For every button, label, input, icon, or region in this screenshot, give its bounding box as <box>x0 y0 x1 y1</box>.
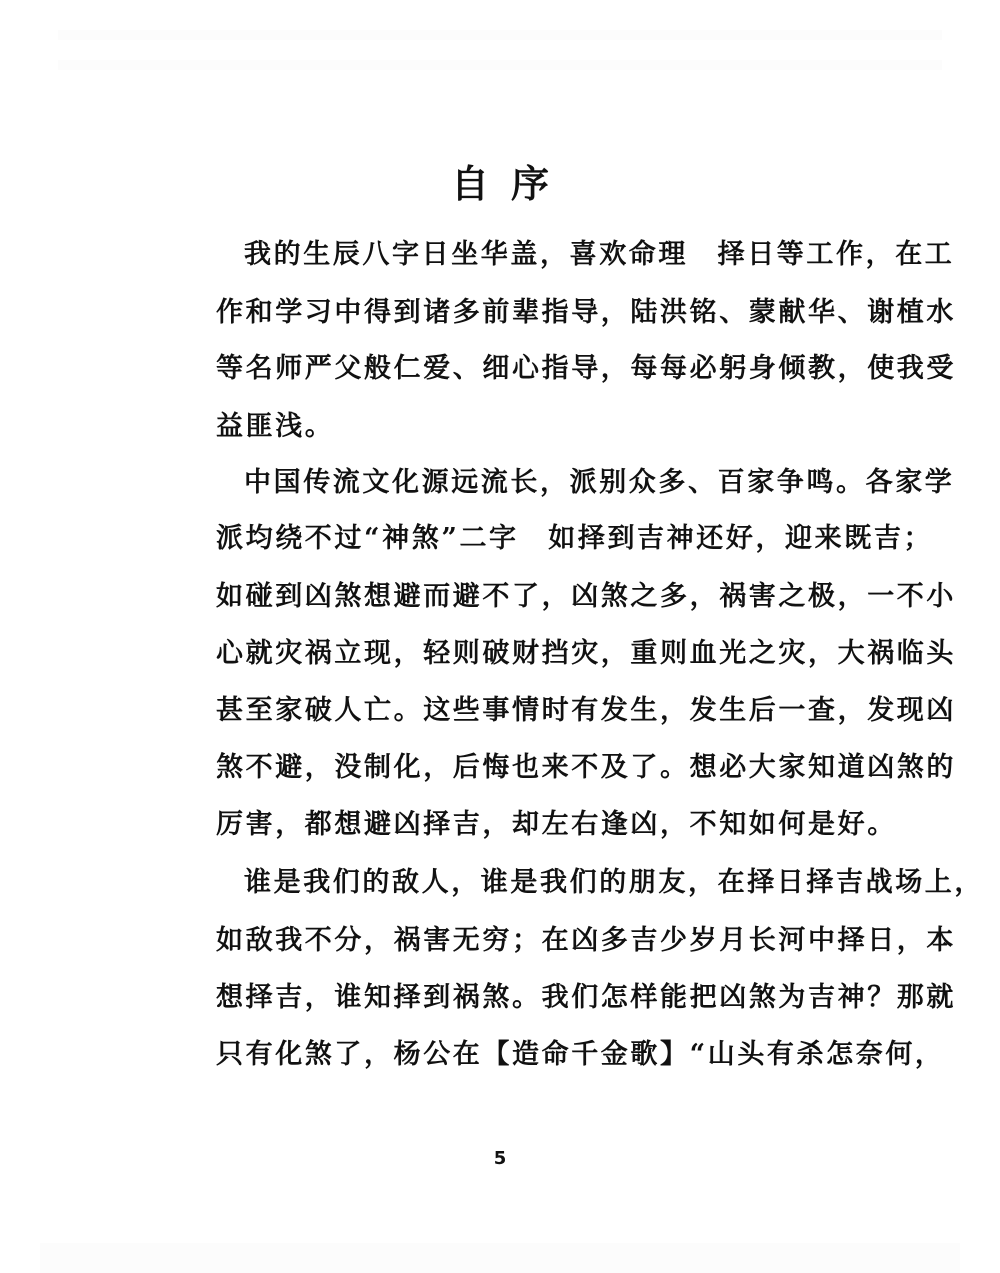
text-line: 如碰到凶煞想避而避不了，凶煞之多，祸害之极，一不小 <box>216 581 956 612</box>
text-line: 煞不避，没制化，后悔也来不及了。想必大家知道凶煞的 <box>216 752 956 783</box>
scan-artifact-band <box>40 1243 960 1273</box>
scan-artifact-band <box>58 60 942 70</box>
text-line: 派均绕不过“神煞”二字 如择到吉神还好，迎来既吉； <box>216 523 934 554</box>
text-line: 谁是我们的敌人，谁是我们的朋友，在择日择吉战场上， <box>244 867 984 898</box>
text-line: 中国传流文化源远流长，派别众多、百家争鸣。各家学 <box>244 467 955 498</box>
text-line: 甚至家破人亡。这些事情时有发生，发生后一查，发现凶 <box>216 695 956 726</box>
text-line: 想择吉，谁知择到祸煞。我们怎样能把凶煞为吉神？那就 <box>216 982 956 1013</box>
text-line: 等名师严父般仁爱、细心指导，每每必躬身倾教，使我受 <box>216 353 956 384</box>
text-line: 如敌我不分，祸害无穷；在凶多吉少岁月长河中择日，本 <box>216 925 956 956</box>
text-line: 作和学习中得到诸多前辈指导，陆洪铭、蒙献华、谢植水 <box>216 297 956 328</box>
text-line: 只有化煞了，杨公在【造命千金歌】“山头有杀怎奈何， <box>216 1039 945 1070</box>
page-title: 自序 <box>450 161 571 206</box>
text-line: 益匪浅。 <box>216 411 335 442</box>
text-line: 心就灾祸立现，轻则破财挡灾，重则血光之灾，大祸临头 <box>216 638 956 669</box>
page-number: 5 <box>493 1148 507 1169</box>
scan-artifact-band <box>58 30 942 40</box>
text-line: 厉害，都想避凶择吉，却左右逢凶，不知如何是好。 <box>216 809 897 840</box>
text-line: 我的生辰八字日坐华盖，喜欢命理 择日等工作，在工 <box>244 239 955 270</box>
